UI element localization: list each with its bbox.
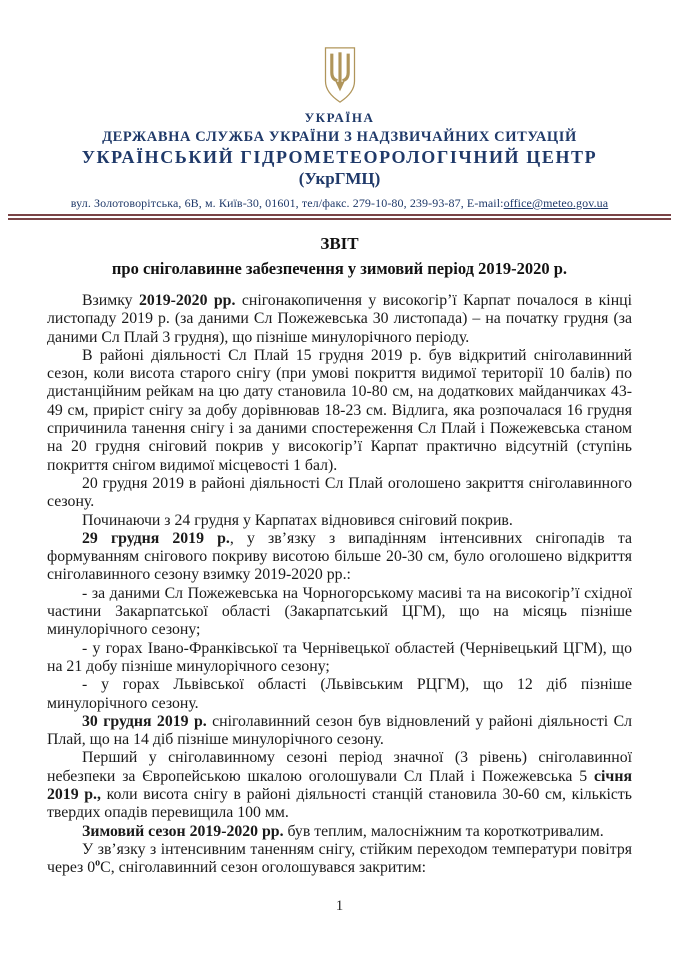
text-run: - у горах Івано-Франківської та Чернівецької областей (Чернівецький ЦГМ), що на 21 добу пізніше минулорічного сезону;	[47, 639, 632, 675]
letterhead-divider	[8, 214, 671, 220]
text-run: - у горах Львівської області (Львівським РЦГМ), що 12 діб пізніше минулорічного сезону.	[47, 676, 632, 712]
paragraph	[47, 749, 632, 822]
paragraph	[47, 512, 632, 530]
text-run: 20 грудня 2019 в районі діяльності Сл Плай оголошено закриття сніголавинного сезону.	[47, 474, 632, 511]
header-country: УКРАЇНА	[304, 110, 375, 125]
text-run: , у зв’язку з випадінням інтенсивних снігопадів та формуванням снігового покриву висотою більше 20-30 см, було оголошено відкриття сніголавинного сезону взимку 2019-2020 рр.:	[47, 529, 632, 584]
text-run: коли висота снігу в районі діяльності станцій становила 30-60 см, кількість твердих опадів перевищила 100 мм.	[47, 786, 632, 822]
paragraph	[47, 292, 632, 347]
header-org-name: УКРАЇНСЬКИЙ ГІДРОМЕТЕОРОЛОГІЧНИЙ ЦЕНТР	[81, 147, 598, 167]
text-run: сніголавинний сезон був відновлений у районі діяльності Сл Плай, що на 14 діб пізніше минулорічного сезону.	[47, 712, 632, 749]
address-text: вул. Золотоворітська, 6В, м. Київ-30, 01601, тел/факс. 279-10-80, 239-93-87, E-mail:	[70, 196, 504, 210]
text-run: о	[95, 857, 101, 869]
page-number: 1	[335, 898, 344, 914]
text-run: був теплим, малосніжним та короткотривалим.	[283, 822, 604, 840]
text-run: Перший у сніголавинному сезоні період значної (3 рівень) сніголавинної небезпеки за Європейською шкалою оголошували Сл Плай і Пожежевська 5	[47, 749, 632, 785]
text-run: 30 грудня 2019 р.	[82, 712, 207, 730]
paragraph	[47, 585, 632, 640]
emblem-wrap	[0, 46, 679, 106]
header-org-abbreviation: (УкрГМЦ)	[298, 169, 381, 188]
paragraph	[47, 676, 632, 713]
email-link[interactable]: office@meteo.gov.ua	[503, 196, 609, 210]
ukraine-trident-icon	[321, 46, 359, 104]
paragraph	[47, 713, 632, 750]
text-run: - за даними Сл Пожежевська на Чорногорському масиві та на високогір’ї східної частини Закарпатської області (Закарпатський ЦГМ), що на місяць пізніше минулорічного сезону;	[47, 584, 632, 639]
report-subtitle: про сніголавинне забезпечення у зимовий період 2019-2020 р.	[111, 259, 568, 278]
paragraph	[47, 530, 632, 585]
paragraph	[47, 823, 632, 841]
paragraph	[47, 475, 632, 512]
address-line	[0, 196, 679, 211]
text-run: січня 2019 р.,	[47, 767, 632, 804]
report-title: ЗВІТ	[320, 234, 359, 253]
text-run: Зимовий сезон 2019-2020 рр.	[82, 822, 284, 840]
text-run: С, сніголавинний сезон оголошувався закритим:	[100, 859, 427, 877]
text-run: У зв’язку з інтенсивним таненням снігу, стійким переходом температури повітря через 0	[47, 840, 632, 877]
text-run: Починаючи з 24 грудня у Карпатах відновився сніговий покрив.	[82, 511, 513, 529]
text-run: 2019-2020 рр.	[139, 292, 236, 309]
text-run: Взимку	[82, 292, 140, 309]
text-run: В районі діяльності Сл Плай 15 грудня 2019 р. був відкритий сніголавинний сезон, коли висота старого снігу (при умові покриття видимої території 10 балів) по дистанційним рейкам на цю дату становила 10-80 см, на додаткових майданчиках 43-49 см, приріст снігу за добу дорівнював 18-23 см. Відлига, яка розпочалася 16 грудня спричинила танення снігу і за даними спостереження Сл Плай і Пожежевська станом на 20 грудня сніговий покрив у високогір’ї Карпат практично відсутній (ступінь покриття снігом видимої місцевості 1 бал).	[47, 346, 632, 474]
paragraph	[47, 347, 632, 475]
text-run: 29 грудня 2019 р.	[82, 529, 230, 547]
paragraph	[47, 640, 632, 677]
header-agency: ДЕРЖАВНА СЛУЖБА УКРАЇНИ З НАДЗВИЧАЙНИХ СИТУАЦІЙ	[102, 129, 577, 145]
text-run: снігонакопичення у високогір’ї Карпат почалося в кінці листопаду 2019 р. (за даними Сл Пожежевська 30 листопада) – на початку грудня (за даними Сл Плай 3 грудня), що пізніше минулорічного періоду.	[47, 292, 632, 346]
document-body	[47, 292, 632, 878]
letterhead	[0, 0, 679, 220]
paragraph	[47, 841, 632, 878]
